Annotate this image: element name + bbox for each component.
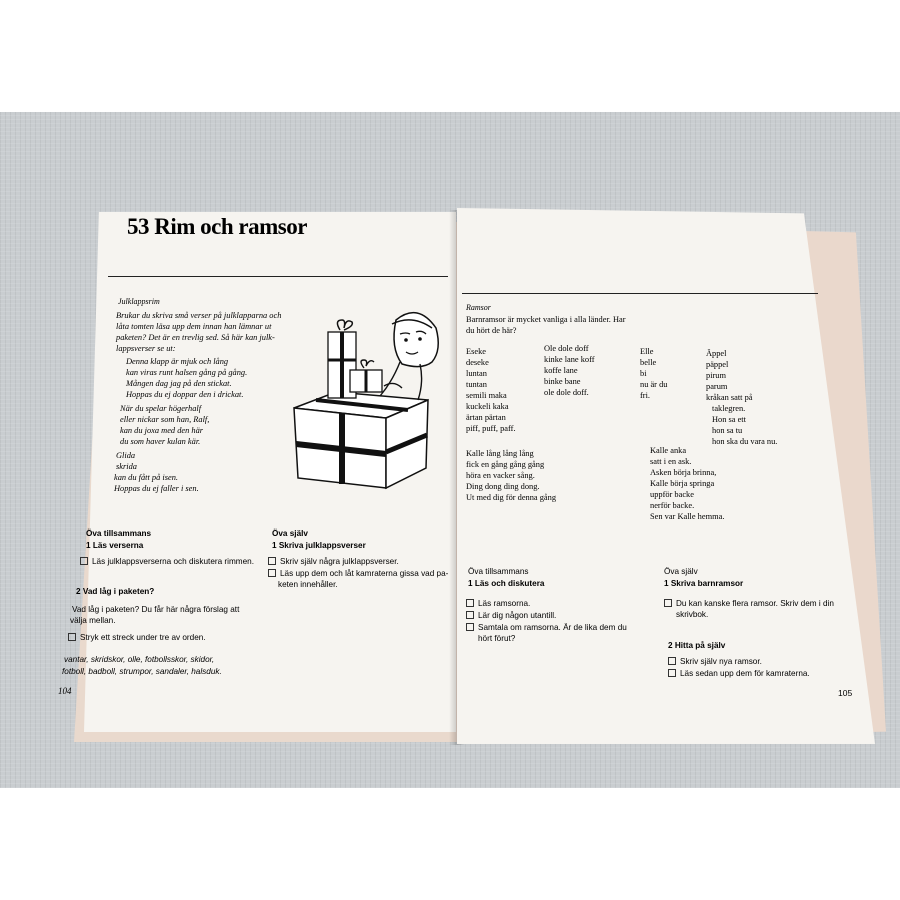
- checkbox[interactable]: [268, 569, 276, 577]
- checkbox[interactable]: [466, 599, 474, 607]
- rhyme-line: taklegren.: [712, 404, 746, 413]
- rhyme-line: parum: [706, 382, 728, 391]
- task-item: Läs upp dem och låt kamraterna gissa vad pa-: [268, 568, 448, 579]
- rhyme-line: pirum: [706, 371, 727, 380]
- task-item: Lär dig någon utantill.: [466, 610, 556, 621]
- word-list: vantar, skridskor, olle, fotbollsskor, skidor,: [64, 655, 215, 664]
- rhyme-line: höra en vacker sång.: [466, 471, 535, 480]
- rhyme-line: kråkan satt på: [706, 393, 753, 402]
- verse-line: kan du joxa med den här: [120, 426, 204, 435]
- checkbox[interactable]: [466, 611, 474, 619]
- title-rule: [108, 276, 448, 277]
- rhyme-line: nerför backe.: [650, 501, 695, 510]
- rhyme-line: Ole dole doff: [544, 344, 589, 353]
- rhyme-line: ole dole doff.: [544, 388, 589, 397]
- verse-line: Hoppas du ej faller i sen.: [114, 484, 199, 493]
- rhyme-line: semili maka: [466, 391, 507, 400]
- task-title: 1 Läs och diskutera: [468, 579, 545, 588]
- rhyme-line: Äppel: [706, 349, 727, 358]
- rhyme-line: fri.: [640, 391, 650, 400]
- verse-line: När du spelar högerhalf: [120, 404, 202, 413]
- rhyme-line: Eseke: [466, 347, 486, 356]
- rhyme-line: nu är du: [640, 380, 668, 389]
- verse-line: skrida: [116, 462, 137, 471]
- title-rule: [462, 293, 818, 294]
- rhyme-line: binke bane: [544, 377, 581, 386]
- rhyme-line: Kalle börja springa: [650, 479, 715, 488]
- word-list: fotboll, badboll, strumpor, sandaler, halsduk.: [62, 667, 222, 676]
- task-item: Läs sedan upp dem för kamraterna.: [668, 668, 810, 679]
- rhyme-line: luntan: [466, 369, 487, 378]
- rhyme-line: kuckeli kaka: [466, 402, 509, 411]
- task-item: Läs julklappsverserna och diskutera rimmen.: [80, 556, 254, 567]
- task-item: Stryk ett streck under tre av orden.: [68, 632, 206, 643]
- rhyme-line: hon ska du vara nu.: [712, 437, 778, 446]
- heading-ova-sjalv: Öva själv: [272, 529, 308, 538]
- task-item-cont: keten innehåller.: [278, 580, 338, 589]
- task-item: Du kan kanske flera ramsor. Skriv dem i din: [664, 598, 834, 609]
- verse-line: Denna klapp är mjuk och lång: [126, 357, 229, 366]
- verse-line: eller nickar som han, Ralf,: [120, 415, 210, 424]
- task-title: 2 Hitta på själv: [668, 641, 726, 650]
- heading-ova-tillsammans: Öva tillsammans: [86, 529, 152, 538]
- checkbox[interactable]: [68, 633, 76, 641]
- task-text: välja mellan.: [70, 616, 116, 625]
- rhyme-line: Asken börja brinna,: [650, 468, 717, 477]
- rhyme-line: Hon sa ett: [712, 415, 746, 424]
- checkbox[interactable]: [664, 599, 672, 607]
- rhyme-line: belle: [640, 358, 657, 367]
- checkbox[interactable]: [466, 623, 474, 631]
- rhyme-line: bi: [640, 369, 647, 378]
- intro-line: du hört de här?: [466, 326, 517, 335]
- verse-line: Mången dag jag på den stickat.: [126, 379, 232, 388]
- task-title: 2 Vad låg i paketen?: [76, 587, 155, 596]
- checkbox[interactable]: [668, 657, 676, 665]
- task-text: Vad låg i paketen? Du får här några förslag att: [72, 605, 240, 614]
- task-item: Läs ramsorna.: [466, 598, 530, 609]
- verse-line: kan viras runt halsen gång på gång.: [126, 368, 248, 377]
- intro-line: paketen? Det är en trevlig sed. Så här kan julk-: [116, 333, 275, 342]
- rhyme-line: Sen var Kalle hemma.: [650, 512, 725, 521]
- verse-line: du som haver kulan kär.: [120, 437, 201, 446]
- rhyme-line: uppför backe: [650, 490, 694, 499]
- checkbox[interactable]: [80, 557, 88, 565]
- page-title: 53 Rim och ramsor: [127, 214, 307, 239]
- task-item: Skriv själv nya ramsor.: [668, 656, 762, 667]
- rhyme-line: Kalle lång lång lång: [466, 449, 534, 458]
- rhyme-line: hon sa tu: [712, 426, 743, 435]
- verse-line: kan du fått på isen.: [114, 473, 178, 482]
- verse-line: Glida: [116, 451, 136, 460]
- rhyme-line: koffe lane: [544, 366, 578, 375]
- intro-line: lappsverser se ut:: [116, 344, 176, 353]
- task-item: Samtala om ramsorna. Är de lika dem du: [466, 622, 627, 633]
- task-item-cont: hört förut?: [478, 634, 516, 643]
- checkbox[interactable]: [268, 557, 276, 565]
- section-label-ramsor: Ramsor: [466, 303, 491, 312]
- rhyme-line: Elle: [640, 347, 654, 356]
- heading-ova-tillsammans: Öva tillsammans: [468, 567, 529, 576]
- rhyme-line: tuntan: [466, 380, 487, 389]
- section-label-julklappsrim: Julklappsrim: [118, 297, 160, 306]
- rhyme-line: deseke: [466, 358, 489, 367]
- task-title: 1 Läs verserna: [86, 541, 144, 550]
- gift-girl-illustration: [288, 300, 448, 490]
- rhyme-line: piff, puff, paff.: [466, 424, 516, 433]
- task-title: 1 Skriva barnramsor: [664, 579, 744, 588]
- task-title: 1 Skriva julklappsverser: [272, 541, 366, 550]
- checkbox[interactable]: [668, 669, 676, 677]
- page-number-right: 105: [838, 688, 853, 698]
- intro-line: Brukar du skriva små verser på julklapparna och: [116, 311, 282, 320]
- rhyme-line: ärtan pärtan: [466, 413, 506, 422]
- heading-ova-sjalv: Öva själv: [664, 567, 698, 576]
- rhyme-line: Ut med dig för denna gång: [466, 493, 557, 502]
- page-number-left: 104: [58, 686, 72, 696]
- rhyme-line: päppel: [706, 360, 729, 369]
- intro-line: låta tomten läsa upp dem innan han lämnar ut: [116, 322, 272, 331]
- task-item: Skriv själv några julklappsverser.: [268, 556, 399, 567]
- intro-line: Barnramsor är mycket vanliga i alla länder. Har: [466, 315, 626, 324]
- rhyme-line: satt i en ask.: [650, 457, 692, 466]
- task-item-cont: skrivbok.: [676, 610, 709, 619]
- rhyme-line: Ding dong ding dong.: [466, 482, 540, 491]
- rhyme-line: fick en gång gång gång: [466, 460, 545, 469]
- rhyme-line: kinke lane koff: [544, 355, 595, 364]
- verse-line: Hoppas du ej doppar den i drickat.: [126, 390, 244, 399]
- rhyme-line: Kalle anka: [650, 446, 687, 455]
